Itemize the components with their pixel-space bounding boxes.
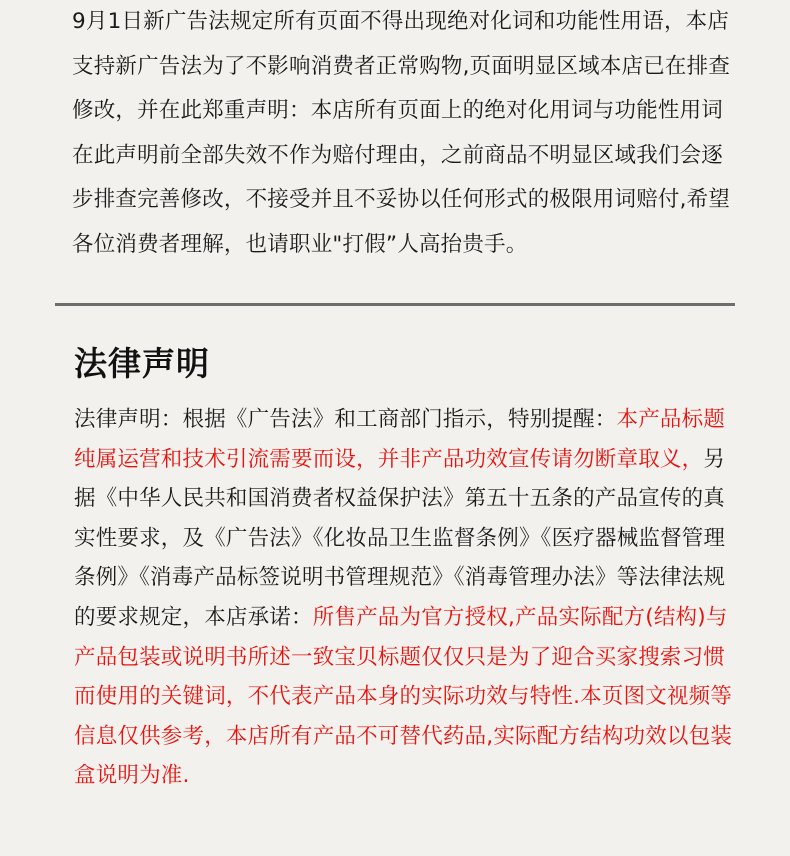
legal-statement-paragraph [74,400,734,796]
ad-law-notice-text: 9月1日新广告法规定所有页面不得出现绝对化词和功能性用语，本店支持新广告法为了不影响消费者正常购物,页面明显区域本店已在排查修改，并在此郑重声明：本店所有页面上的绝对化用词与功能性用词在此声明前全部失效不作为赔付理由，之前商品不明显区域我们会逐步排查完善修改，不接受并且不妥协以任何形式的极限用词赔付,希望各位消费者理解，也请职业"打假”人高抬贵手。 [72,9,731,257]
legal-section-title: 法律声明 [74,344,210,383]
legal-regulations-text: 另据《中华人民共和国消费者权益保护法》第五十五条的产品宣传的真实性要求，及《广告法》《化妆品卫生监督条例》《医疗器械监督管理条例》《消毒产品标签说明书管理规范》《消毒管理办法》等法律法规的要求规定，本店承诺： [74,446,726,630]
legal-intro-text: 法律声明：根据《广告法》和工商部门指示，特别提醒： [74,407,617,432]
ad-law-notice [72,0,732,267]
legal-store-promise: 所售产品为官方授权,产品实际配方(结构)与产品包装或说明书所述一致宝贝标题仅仅只是为了迎合买家搜索习惯而使用的关键词，不代表产品本身的实际功效与特性.本页图文视频等信息仅供参考，本店所有产品不可替代药品,实际配方结构功效以包装盒说明为准. [74,604,733,789]
section-divider [55,303,735,306]
legal-title-disclaimer: 本产品标题纯属运营和技术引流需要而设，并非产品功效宣传请勿断章取义， [74,407,726,472]
legal-statement [74,400,734,796]
